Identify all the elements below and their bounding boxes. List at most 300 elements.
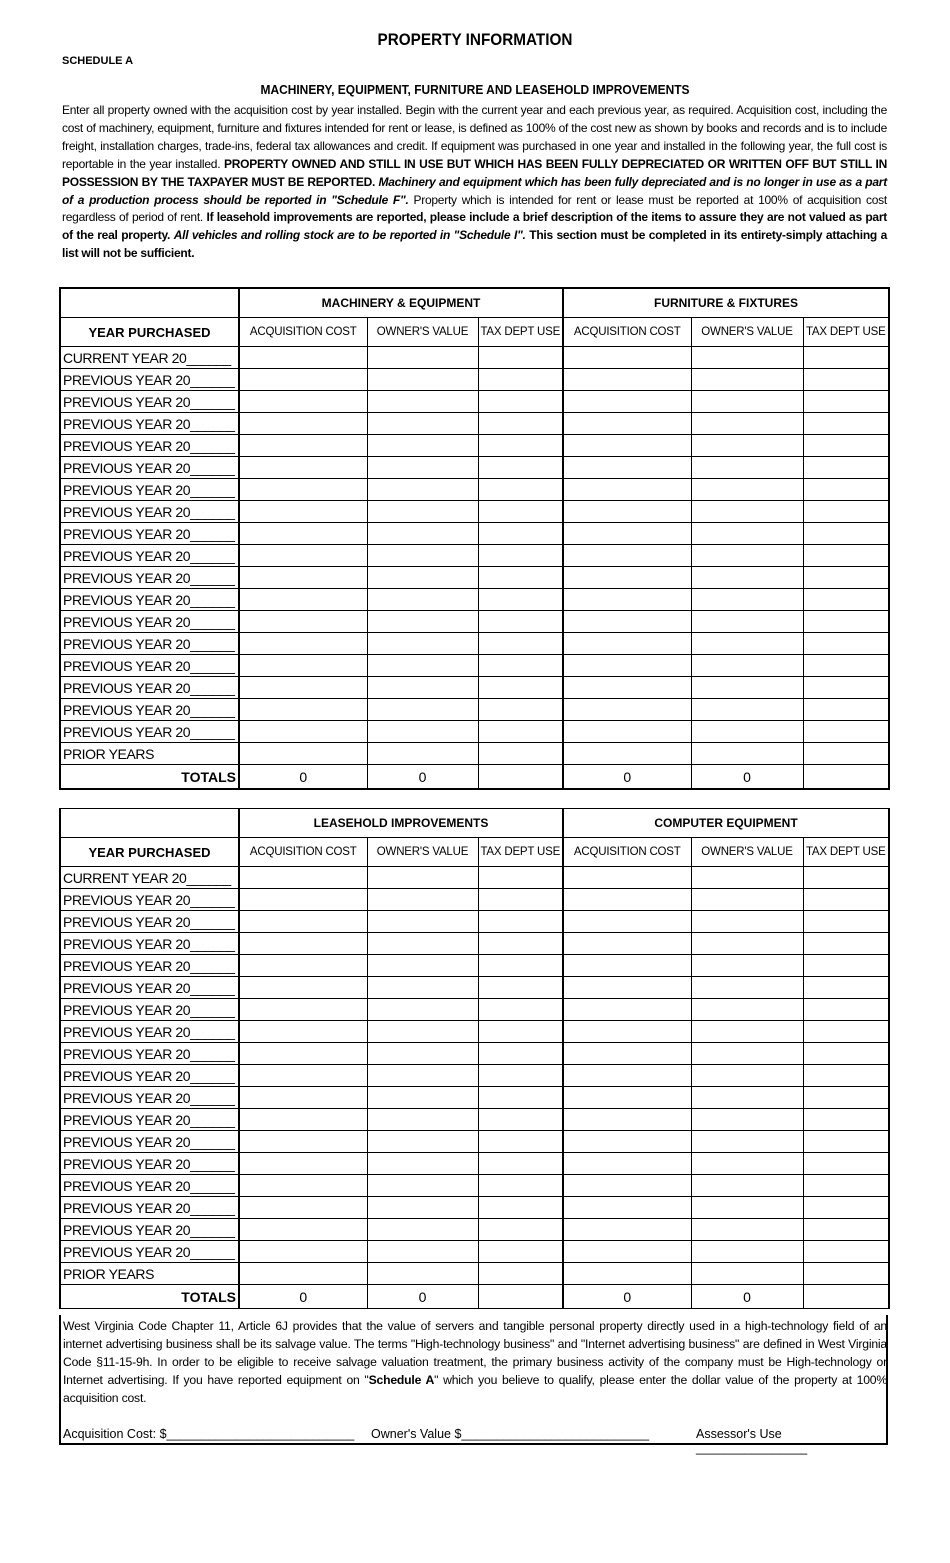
tax-dept-cell bbox=[803, 999, 889, 1021]
entry-cell[interactable] bbox=[691, 611, 803, 633]
tax-dept-cell bbox=[478, 479, 563, 501]
entry-cell[interactable] bbox=[367, 611, 478, 633]
column-header: TAX DEPT USE bbox=[803, 838, 889, 867]
entry-cell[interactable] bbox=[367, 501, 478, 523]
year-label: PREVIOUS YEAR 20______ bbox=[60, 1153, 239, 1175]
year-purchased-header: YEAR PURCHASED bbox=[60, 318, 239, 347]
entry-cell[interactable] bbox=[563, 391, 691, 413]
entry-cell[interactable] bbox=[563, 677, 691, 699]
tax-dept-cell bbox=[803, 435, 889, 457]
intro-bold-italic-2: All vehicles and rolling stock are to be reported in "Schedule I". bbox=[173, 228, 526, 243]
year-label: PREVIOUS YEAR 20______ bbox=[60, 1197, 239, 1219]
entry-cell[interactable] bbox=[367, 391, 478, 413]
owners-value-field[interactable]: Owner's Value $___________________________ bbox=[371, 1427, 650, 1441]
tax-dept-cell bbox=[478, 567, 563, 589]
year-row bbox=[60, 743, 889, 765]
entry-cell[interactable] bbox=[563, 999, 691, 1021]
entry-cell[interactable] bbox=[239, 1087, 367, 1109]
tax-dept-cell bbox=[478, 1065, 563, 1087]
entry-cell[interactable] bbox=[691, 413, 803, 435]
entry-cell[interactable] bbox=[691, 1087, 803, 1109]
tax-dept-cell bbox=[478, 1263, 563, 1285]
entry-cell[interactable] bbox=[563, 1197, 691, 1219]
year-row bbox=[60, 347, 889, 369]
entry-cell[interactable] bbox=[239, 955, 367, 977]
entry-cell[interactable] bbox=[691, 633, 803, 655]
entry-cell[interactable] bbox=[691, 523, 803, 545]
entry-cell[interactable] bbox=[239, 721, 367, 743]
entry-cell[interactable] bbox=[239, 633, 367, 655]
tax-dept-cell bbox=[478, 1197, 563, 1219]
year-row bbox=[60, 1043, 889, 1065]
entry-cell[interactable] bbox=[691, 1131, 803, 1153]
tax-dept-cell bbox=[478, 457, 563, 479]
total-cell bbox=[803, 765, 889, 790]
year-row bbox=[60, 567, 889, 589]
totals-label: TOTALS bbox=[60, 765, 239, 790]
tax-dept-cell bbox=[803, 977, 889, 999]
year-row bbox=[60, 933, 889, 955]
tax-dept-cell bbox=[478, 699, 563, 721]
entry-cell[interactable] bbox=[367, 479, 478, 501]
year-label: PRIOR YEARS bbox=[60, 743, 239, 765]
entry-cell[interactable] bbox=[239, 413, 367, 435]
entry-cell[interactable] bbox=[367, 977, 478, 999]
entry-cell[interactable] bbox=[239, 911, 367, 933]
entry-cell[interactable] bbox=[239, 457, 367, 479]
year-label: PREVIOUS YEAR 20______ bbox=[60, 413, 239, 435]
tax-dept-cell bbox=[478, 999, 563, 1021]
year-row bbox=[60, 1021, 889, 1043]
tax-dept-cell bbox=[478, 1021, 563, 1043]
entry-cell[interactable] bbox=[563, 369, 691, 391]
year-row bbox=[60, 1131, 889, 1153]
year-row bbox=[60, 677, 889, 699]
column-header: OWNER'S VALUE bbox=[367, 838, 478, 867]
year-label: PREVIOUS YEAR 20______ bbox=[60, 457, 239, 479]
entry-cell[interactable] bbox=[691, 655, 803, 677]
tax-dept-cell bbox=[803, 721, 889, 743]
entry-cell[interactable] bbox=[691, 545, 803, 567]
tax-dept-cell bbox=[478, 1087, 563, 1109]
tax-dept-cell bbox=[803, 545, 889, 567]
entry-cell[interactable] bbox=[563, 867, 691, 889]
entry-cell[interactable] bbox=[563, 1087, 691, 1109]
entry-cell[interactable] bbox=[563, 699, 691, 721]
year-label: PREVIOUS YEAR 20______ bbox=[60, 589, 239, 611]
tax-dept-cell bbox=[478, 955, 563, 977]
entry-cell[interactable] bbox=[239, 889, 367, 911]
entry-cell[interactable] bbox=[563, 633, 691, 655]
entry-cell[interactable] bbox=[367, 999, 478, 1021]
entry-cell[interactable] bbox=[367, 1043, 478, 1065]
entry-cell[interactable] bbox=[691, 1021, 803, 1043]
year-purchased-header: YEAR PURCHASED bbox=[60, 838, 239, 867]
entry-cell[interactable] bbox=[239, 501, 367, 523]
tax-dept-cell bbox=[803, 479, 889, 501]
group-header-machinery: MACHINERY & EQUIPMENT bbox=[239, 288, 563, 318]
entry-cell[interactable] bbox=[367, 911, 478, 933]
entry-cell[interactable] bbox=[367, 721, 478, 743]
entry-cell[interactable] bbox=[239, 391, 367, 413]
entry-cell[interactable] bbox=[563, 413, 691, 435]
tax-dept-cell bbox=[478, 677, 563, 699]
entry-cell[interactable] bbox=[691, 933, 803, 955]
year-label: PREVIOUS YEAR 20______ bbox=[60, 655, 239, 677]
entry-cell[interactable] bbox=[367, 413, 478, 435]
tax-dept-cell bbox=[478, 523, 563, 545]
year-label: PREVIOUS YEAR 20______ bbox=[60, 479, 239, 501]
year-row bbox=[60, 977, 889, 999]
entry-cell[interactable] bbox=[239, 1263, 367, 1285]
tax-dept-cell bbox=[803, 589, 889, 611]
entry-cell[interactable] bbox=[563, 933, 691, 955]
year-label: PREVIOUS YEAR 20______ bbox=[60, 501, 239, 523]
year-row bbox=[60, 391, 889, 413]
column-header: OWNER'S VALUE bbox=[691, 318, 803, 347]
tax-dept-cell bbox=[478, 1241, 563, 1263]
entry-cell[interactable] bbox=[367, 545, 478, 567]
tax-dept-cell bbox=[478, 435, 563, 457]
year-label: PREVIOUS YEAR 20______ bbox=[60, 1175, 239, 1197]
entry-cell[interactable] bbox=[239, 699, 367, 721]
entry-cell[interactable] bbox=[239, 743, 367, 765]
entry-cell[interactable] bbox=[367, 523, 478, 545]
machinery-furniture-table bbox=[59, 287, 890, 790]
entry-cell[interactable] bbox=[691, 435, 803, 457]
group-header-leasehold: LEASEHOLD IMPROVEMENTS bbox=[239, 809, 563, 838]
entry-cell[interactable] bbox=[367, 867, 478, 889]
year-row bbox=[60, 1087, 889, 1109]
total-cell: 0 bbox=[239, 765, 367, 790]
note-schedule-a: Schedule A bbox=[368, 1373, 435, 1387]
entry-cell[interactable] bbox=[691, 1197, 803, 1219]
year-label: PREVIOUS YEAR 20______ bbox=[60, 567, 239, 589]
year-label: PREVIOUS YEAR 20______ bbox=[60, 1065, 239, 1087]
entry-cell[interactable] bbox=[563, 1175, 691, 1197]
tax-dept-cell bbox=[803, 911, 889, 933]
entry-cell[interactable] bbox=[239, 1065, 367, 1087]
entry-cell[interactable] bbox=[367, 369, 478, 391]
total-cell bbox=[803, 1285, 889, 1309]
year-label: PREVIOUS YEAR 20______ bbox=[60, 1241, 239, 1263]
entry-cell[interactable] bbox=[367, 699, 478, 721]
column-header: TAX DEPT USE bbox=[803, 318, 889, 347]
entry-cell[interactable] bbox=[239, 1109, 367, 1131]
year-label: PREVIOUS YEAR 20______ bbox=[60, 955, 239, 977]
year-label: PREVIOUS YEAR 20______ bbox=[60, 721, 239, 743]
year-row bbox=[60, 655, 889, 677]
entry-cell[interactable] bbox=[691, 391, 803, 413]
entry-cell[interactable] bbox=[367, 1021, 478, 1043]
column-header: TAX DEPT USE bbox=[478, 838, 563, 867]
entry-cell[interactable] bbox=[239, 435, 367, 457]
entry-cell[interactable] bbox=[691, 999, 803, 1021]
entry-cell[interactable] bbox=[239, 1175, 367, 1197]
entry-cell[interactable] bbox=[691, 457, 803, 479]
entry-cell[interactable] bbox=[563, 347, 691, 369]
entry-cell[interactable] bbox=[367, 633, 478, 655]
intro-text-1: Enter all property owned with the acquisition cost by year installed. Begin with the current year and each previous year, as required. Acquisition cost, including the cost of machinery, equipment, furniture and fixtures intended for rent or lease, is defined as 100% of the cost new as shown by books and records and is to include freight, installation charges, trade-ins, federal tax allowances and credit. If equipment was purchased in one year and installed in the following year, the full cost is reportable in the year installed. bbox=[62, 103, 887, 171]
year-label: PREVIOUS YEAR 20______ bbox=[60, 545, 239, 567]
entry-cell[interactable] bbox=[563, 545, 691, 567]
totals-label: TOTALS bbox=[60, 1285, 239, 1309]
entry-cell[interactable] bbox=[239, 611, 367, 633]
entry-cell[interactable] bbox=[367, 567, 478, 589]
entry-cell[interactable] bbox=[563, 479, 691, 501]
tax-dept-cell bbox=[803, 677, 889, 699]
year-label: PREVIOUS YEAR 20______ bbox=[60, 369, 239, 391]
tax-dept-cell bbox=[803, 1065, 889, 1087]
year-row bbox=[60, 721, 889, 743]
entry-cell[interactable] bbox=[367, 1175, 478, 1197]
tax-dept-cell bbox=[803, 523, 889, 545]
entry-cell[interactable] bbox=[239, 1021, 367, 1043]
year-label: PREVIOUS YEAR 20______ bbox=[60, 677, 239, 699]
tax-dept-cell bbox=[478, 655, 563, 677]
tax-dept-cell bbox=[803, 1109, 889, 1131]
year-label: PREVIOUS YEAR 20______ bbox=[60, 1087, 239, 1109]
instructions-paragraph bbox=[62, 102, 887, 263]
tax-dept-cell bbox=[478, 933, 563, 955]
entry-cell[interactable] bbox=[691, 1219, 803, 1241]
tax-dept-cell bbox=[803, 567, 889, 589]
tax-dept-cell bbox=[478, 633, 563, 655]
high-technology-note-box bbox=[59, 1315, 888, 1455]
tax-dept-cell bbox=[803, 933, 889, 955]
entry-cell[interactable] bbox=[367, 1109, 478, 1131]
entry-cell[interactable] bbox=[239, 369, 367, 391]
header-blank-cell bbox=[60, 288, 239, 318]
entry-cell[interactable] bbox=[239, 589, 367, 611]
year-row bbox=[60, 955, 889, 977]
year-label: PREVIOUS YEAR 20______ bbox=[60, 933, 239, 955]
entry-cell[interactable] bbox=[691, 369, 803, 391]
entry-cell[interactable] bbox=[563, 457, 691, 479]
tax-dept-cell bbox=[478, 1043, 563, 1065]
entry-cell[interactable] bbox=[691, 1241, 803, 1263]
year-label: PREVIOUS YEAR 20______ bbox=[60, 1021, 239, 1043]
year-label: PREVIOUS YEAR 20______ bbox=[60, 1219, 239, 1241]
total-cell: 0 bbox=[563, 765, 691, 790]
entry-cell[interactable] bbox=[691, 501, 803, 523]
entry-cell[interactable] bbox=[239, 999, 367, 1021]
entry-cell[interactable] bbox=[691, 743, 803, 765]
tax-dept-cell bbox=[478, 611, 563, 633]
entry-cell[interactable] bbox=[239, 545, 367, 567]
tax-dept-cell bbox=[803, 501, 889, 523]
year-label: PREVIOUS YEAR 20______ bbox=[60, 1109, 239, 1131]
entry-cell[interactable] bbox=[367, 347, 478, 369]
entry-cell[interactable] bbox=[563, 911, 691, 933]
entry-cell[interactable] bbox=[563, 501, 691, 523]
entry-cell[interactable] bbox=[563, 1043, 691, 1065]
entry-cell[interactable] bbox=[691, 1065, 803, 1087]
entry-cell[interactable] bbox=[691, 977, 803, 999]
entry-cell[interactable] bbox=[239, 1131, 367, 1153]
tax-dept-cell bbox=[478, 391, 563, 413]
year-row bbox=[60, 1175, 889, 1197]
entry-cell[interactable] bbox=[367, 955, 478, 977]
tax-dept-cell bbox=[478, 347, 563, 369]
year-label: CURRENT YEAR 20______ bbox=[60, 347, 239, 369]
entry-cell[interactable] bbox=[563, 655, 691, 677]
entry-cell[interactable] bbox=[367, 1131, 478, 1153]
entry-cell[interactable] bbox=[367, 457, 478, 479]
entry-cell[interactable] bbox=[563, 523, 691, 545]
year-label: PREVIOUS YEAR 20______ bbox=[60, 1043, 239, 1065]
entry-cell[interactable] bbox=[367, 1241, 478, 1263]
entry-cell[interactable] bbox=[691, 1043, 803, 1065]
entry-cell[interactable] bbox=[691, 479, 803, 501]
tax-dept-cell bbox=[803, 1241, 889, 1263]
entry-cell[interactable] bbox=[367, 655, 478, 677]
entry-cell[interactable] bbox=[691, 1263, 803, 1285]
entry-cell[interactable] bbox=[691, 889, 803, 911]
entry-cell[interactable] bbox=[239, 867, 367, 889]
entry-cell[interactable] bbox=[239, 1153, 367, 1175]
column-header: TAX DEPT USE bbox=[478, 318, 563, 347]
entry-cell[interactable] bbox=[563, 1109, 691, 1131]
entry-cell[interactable] bbox=[239, 1043, 367, 1065]
tax-dept-cell bbox=[803, 1263, 889, 1285]
year-label: PREVIOUS YEAR 20______ bbox=[60, 911, 239, 933]
entry-cell[interactable] bbox=[239, 1219, 367, 1241]
entry-cell[interactable] bbox=[563, 1241, 691, 1263]
entry-cell[interactable] bbox=[239, 977, 367, 999]
tax-dept-cell bbox=[803, 1153, 889, 1175]
tax-dept-cell bbox=[803, 391, 889, 413]
tax-dept-cell bbox=[478, 721, 563, 743]
entry-cell[interactable] bbox=[563, 743, 691, 765]
entry-cell[interactable] bbox=[367, 1263, 478, 1285]
year-row bbox=[60, 1197, 889, 1219]
total-cell bbox=[478, 1285, 563, 1309]
year-row bbox=[60, 369, 889, 391]
entry-cell[interactable] bbox=[691, 1175, 803, 1197]
entry-cell[interactable] bbox=[563, 1131, 691, 1153]
column-header: OWNER'S VALUE bbox=[367, 318, 478, 347]
entry-cell[interactable] bbox=[563, 611, 691, 633]
total-cell: 0 bbox=[691, 1285, 803, 1309]
year-row bbox=[60, 435, 889, 457]
column-header: ACQUISITION COST bbox=[563, 838, 691, 867]
tax-dept-cell bbox=[803, 655, 889, 677]
year-row bbox=[60, 1065, 889, 1087]
entry-cell[interactable] bbox=[691, 911, 803, 933]
entry-cell[interactable] bbox=[239, 655, 367, 677]
year-row bbox=[60, 457, 889, 479]
tax-dept-cell bbox=[478, 889, 563, 911]
tax-dept-cell bbox=[803, 347, 889, 369]
entry-cell[interactable] bbox=[691, 677, 803, 699]
entry-cell[interactable] bbox=[367, 1153, 478, 1175]
tax-dept-cell bbox=[803, 611, 889, 633]
section-subtitle: MACHINERY, EQUIPMENT, FURNITURE AND LEASEHOLD IMPROVEMENTS bbox=[260, 82, 690, 97]
tax-dept-cell bbox=[803, 1043, 889, 1065]
entry-cell[interactable] bbox=[367, 1065, 478, 1087]
entry-cell[interactable] bbox=[691, 721, 803, 743]
entry-cell[interactable] bbox=[367, 743, 478, 765]
entry-cell[interactable] bbox=[367, 1197, 478, 1219]
entry-cell[interactable] bbox=[367, 933, 478, 955]
entry-cell[interactable] bbox=[563, 435, 691, 457]
entry-cell[interactable] bbox=[563, 721, 691, 743]
entry-cell[interactable] bbox=[563, 1219, 691, 1241]
total-cell bbox=[478, 765, 563, 790]
year-row bbox=[60, 999, 889, 1021]
year-label: PREVIOUS YEAR 20______ bbox=[60, 391, 239, 413]
tax-dept-cell bbox=[803, 369, 889, 391]
year-row bbox=[60, 479, 889, 501]
tax-dept-cell bbox=[478, 1219, 563, 1241]
assessors-use-field: Assessor's Use ________________ bbox=[696, 1427, 808, 1455]
entry-cell[interactable] bbox=[691, 699, 803, 721]
year-row bbox=[60, 1109, 889, 1131]
entry-cell[interactable] bbox=[367, 889, 478, 911]
year-row bbox=[60, 1241, 889, 1263]
entry-cell[interactable] bbox=[239, 567, 367, 589]
column-header: OWNER'S VALUE bbox=[691, 838, 803, 867]
entry-cell[interactable] bbox=[691, 589, 803, 611]
year-label: PREVIOUS YEAR 20______ bbox=[60, 611, 239, 633]
column-header: ACQUISITION COST bbox=[239, 318, 367, 347]
entry-cell[interactable] bbox=[563, 589, 691, 611]
page-title: PROPERTY INFORMATION bbox=[377, 30, 573, 49]
entry-cell[interactable] bbox=[563, 567, 691, 589]
entry-cell[interactable] bbox=[563, 1021, 691, 1043]
entry-cell[interactable] bbox=[563, 977, 691, 999]
entry-cell[interactable] bbox=[691, 867, 803, 889]
entry-cell[interactable] bbox=[367, 677, 478, 699]
entry-cell[interactable] bbox=[239, 523, 367, 545]
entry-cell[interactable] bbox=[239, 677, 367, 699]
total-cell: 0 bbox=[239, 1285, 367, 1309]
entry-cell[interactable] bbox=[239, 933, 367, 955]
tax-dept-cell bbox=[478, 501, 563, 523]
tax-dept-cell bbox=[478, 1131, 563, 1153]
entry-cell[interactable] bbox=[239, 1241, 367, 1263]
intro-text-2: Property which is intended for rent or lease must be reported at 100% of acquisition cost regardless of period of rent. bbox=[62, 192, 887, 225]
entry-cell[interactable] bbox=[239, 479, 367, 501]
year-row bbox=[60, 1219, 889, 1241]
entry-cell[interactable] bbox=[563, 1065, 691, 1087]
header-blank-cell bbox=[60, 809, 239, 838]
tax-dept-cell bbox=[803, 867, 889, 889]
entry-cell[interactable] bbox=[239, 347, 367, 369]
entry-cell[interactable] bbox=[691, 347, 803, 369]
entry-cell[interactable] bbox=[563, 1153, 691, 1175]
entry-cell[interactable] bbox=[691, 1153, 803, 1175]
entry-cell[interactable] bbox=[691, 567, 803, 589]
entry-cell[interactable] bbox=[367, 1219, 478, 1241]
entry-cell[interactable] bbox=[563, 1263, 691, 1285]
tax-dept-cell bbox=[803, 633, 889, 655]
tax-dept-cell bbox=[478, 977, 563, 999]
entry-cell[interactable] bbox=[691, 955, 803, 977]
year-label: PREVIOUS YEAR 20______ bbox=[60, 435, 239, 457]
entry-cell[interactable] bbox=[367, 1087, 478, 1109]
entry-cell[interactable] bbox=[563, 889, 691, 911]
entry-cell[interactable] bbox=[691, 1109, 803, 1131]
entry-cell[interactable] bbox=[367, 435, 478, 457]
entry-cell[interactable] bbox=[239, 1197, 367, 1219]
entry-cell[interactable] bbox=[563, 955, 691, 977]
entry-cell[interactable] bbox=[367, 589, 478, 611]
acquisition-cost-field[interactable]: Acquisition Cost: $___________________________ bbox=[63, 1427, 355, 1441]
tax-dept-cell bbox=[478, 369, 563, 391]
column-header: ACQUISITION COST bbox=[239, 838, 367, 867]
